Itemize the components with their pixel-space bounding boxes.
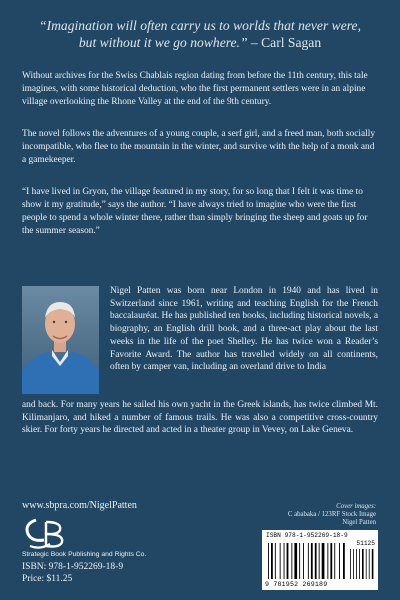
author-photo [22, 286, 99, 394]
cover-credit-line-1: C ababaka / 123RF Stock Image [287, 511, 376, 518]
barcode-isbn-label: ISBN 978-1-952269-18-9 [266, 532, 348, 539]
author-portrait-image [22, 286, 99, 394]
barcode-bars [266, 539, 374, 581]
epigraph-quote [18, 17, 382, 51]
barcode-addon-number: 51125 [356, 540, 375, 547]
quote-line-2: but without it we go nowhere.” [78, 35, 248, 50]
author-bio-part-2: and back. For many years he sailed his own yacht in the Greek islands, has twice climbed Mt. Kilimanjaro, and hiked a number of famous trails. He was also a competitive cross-country skier. For forty years he directed and acted in a theater group in Vevey, on Lake Geneva. [22, 400, 378, 436]
quote-attribution: – Carl Sagan [247, 35, 322, 50]
quote-line-1: “Imagination will often carry us to worlds that never were, [39, 18, 361, 33]
cover-credit-line-2: Nigel Patten [342, 519, 376, 526]
isbn-text: ISBN: 978-1-952269-18-9 [22, 562, 124, 572]
barcode-number: 9 781952 269189 [265, 581, 328, 588]
isbn-barcode [262, 530, 378, 590]
author-bio-part-1: Nigel Patten was born near London in 1940 and has lived in Switzerland since 1961, writing and teaching English for the French baccalauréat. He has published ten books, including historical novels, a biography, an English drill book, and a three-act play about the last weeks in the life of the poet Shelley. He has twice won a Reader’s Favorite Award. The author has travelled widely on all continents, often by camper van, including an overland drive to India [110, 286, 378, 373]
cover-images-label: Cover images: [336, 503, 376, 510]
sbpra-logo-icon [22, 514, 92, 554]
price-text: Price: $11.25 [22, 574, 73, 584]
publisher-name: Strategic Book Publishing and Rights Co. [22, 551, 147, 558]
synopsis-paragraph-2: The novel follows the adventures of a young couple, a serf girl, and a freed man, both socially incompatible, who flee to the mountain in the winter, and survive with the help of a monk and a gamekeeper. [22, 129, 376, 165]
author-website-link[interactable]: www.sbpra.com/NigelPatten [22, 500, 137, 511]
synopsis-paragraph-1: Without archives for the Swiss Chablais region dating from before the 11th century, this tale imagines, with some historical deduction, who the first permanent settlers were in an alpine village overlooking the Rhone Valley at the end of the 9th century. [22, 71, 368, 107]
author-quote-paragraph: “I have lived in Gryon, the village featured in my story, for so long that I felt it was time to show it my gratitude,” says the author. “I have always tried to imagine who were the first people to spend a whole winter there, rather than simply bringing the sheep and goats up for the summer season.” [22, 187, 368, 236]
